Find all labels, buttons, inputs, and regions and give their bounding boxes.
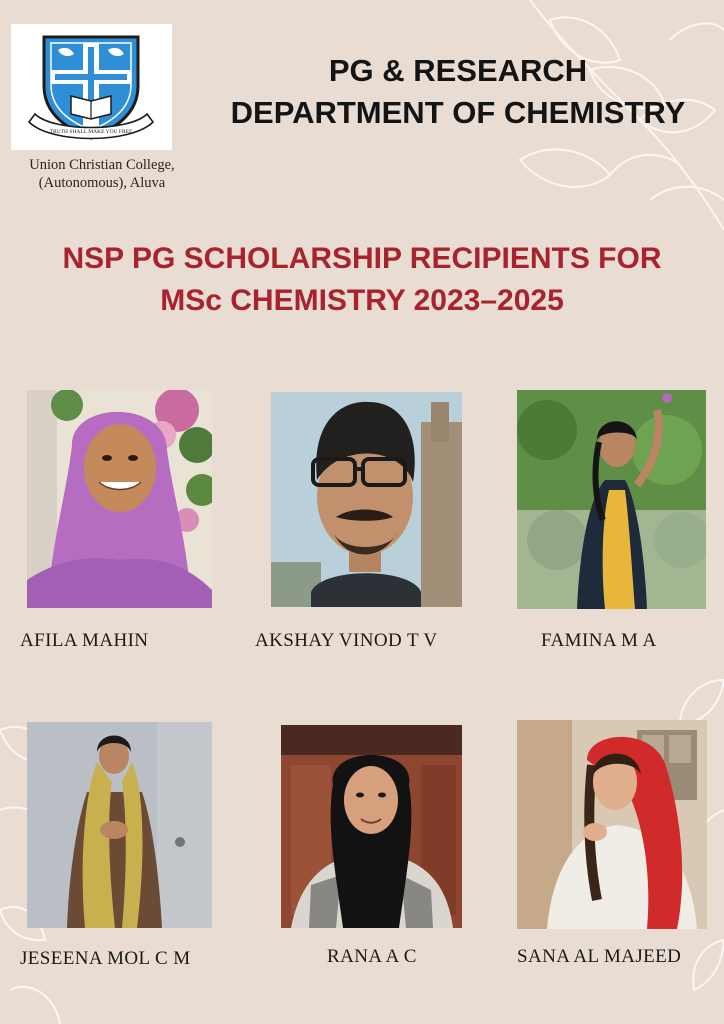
scholarship-heading (0, 238, 724, 322)
department-title-line1: PG & RESEARCH (328, 53, 588, 88)
scholarship-heading-line1: NSP PG SCHOLARSHIP RECIPIENTS FOR (62, 242, 662, 275)
recipient-name: SANA AL MAJEED (517, 946, 682, 967)
college-logo (11, 24, 172, 150)
recipient-photo-sana-al-majeed (517, 720, 707, 929)
recipient-name: RANA A C (327, 946, 417, 967)
college-name (4, 156, 200, 192)
recipient-name: AKSHAY VINOD T V (255, 630, 438, 651)
recipient-name: AFILA MAHIN (20, 630, 149, 651)
department-title-line2: DEPARTMENT OF CHEMISTRY (230, 95, 686, 130)
recipient-photo-rana-a-c (281, 725, 462, 928)
recipient-photo-afila-mahin (27, 390, 212, 608)
recipient-photo-jeseena-mol-c-m (27, 722, 212, 928)
department-title (196, 50, 720, 134)
recipient-photo-famina-m-a (517, 390, 706, 609)
college-name-line1: Union Christian College, (29, 157, 175, 173)
logo-motto: TRUTH SHALL MAKE YOU FREE (49, 129, 133, 135)
college-name-line2: (Autonomous), Aluva (38, 175, 166, 191)
recipient-name: JESEENA MOL C M (20, 948, 191, 969)
scholarship-heading-line2: MSc CHEMISTRY 2023–2025 (160, 284, 564, 317)
recipient-name: FAMINA M A (541, 630, 657, 651)
recipient-photo-akshay-vinod-t-v (271, 392, 462, 607)
